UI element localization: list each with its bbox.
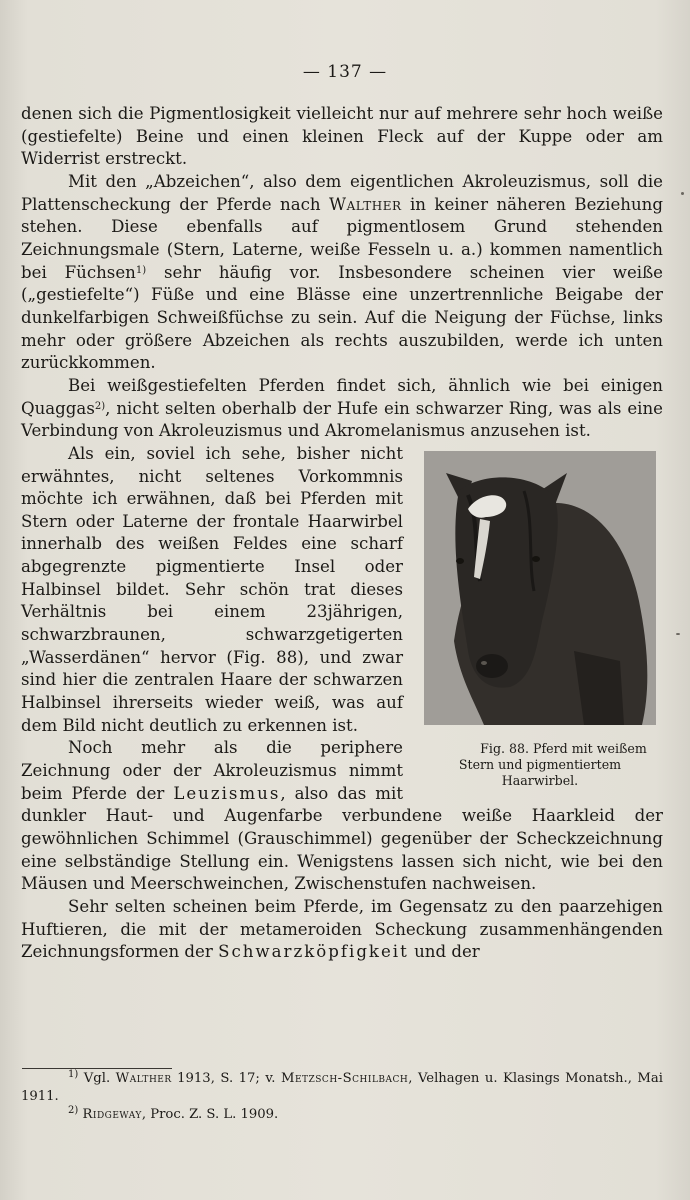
footnote-1-mark: 1)	[68, 1069, 79, 1080]
paragraph-1	[21, 103, 663, 171]
footnote-1-text-a: Vgl.	[83, 1071, 111, 1086]
paragraph-3-text-b: , nicht selten oberhalb der Hufe ein schwarzer Ring, was als eine Verbindung von Akroleuzismus und Akromelanismus anzusehen ist.	[21, 398, 663, 441]
figure-caption: Fig. 88. Pferd mit weißem Stern und pigmentiertem Haarwirbel.	[458, 740, 647, 788]
paragraph-6	[21, 896, 663, 964]
paragraph-5-text-a: Noch mehr als die periphere Zeichnung oder der Akroleuzismus nimmt beim Pferde der	[21, 738, 403, 803]
paragraph-2-text-b: in keiner näheren Beziehung stehen. Diese ebenfalls auf pigmentlosem Grund stehenden Zeichnungsmale (Stern, Laterne, weiße Fesseln u. a.) kommen namentlich bei Füchsen	[21, 194, 663, 282]
paragraph-6-text-b: und der	[414, 942, 480, 962]
horse-photo	[424, 451, 656, 725]
paragraph-3	[21, 375, 663, 443]
paper-speck	[676, 633, 680, 635]
term-schwarzkoepfigkeit: Schwarzköpfigkeit	[218, 942, 409, 962]
footnote-1-author-2: Metzsch-Schilbach	[280, 1071, 409, 1086]
footnote-2	[21, 1106, 663, 1124]
footnote-2-mark: 2)	[68, 1105, 79, 1116]
footnote-1-text-c: , Velhagen u. Klasings Monatsh., Mai 1911.	[21, 1071, 663, 1104]
paragraph-4-text: Als ein, soviel ich sehe, bisher nicht erwähntes, nicht seltenes Vorkommnis möchte ich erwähnen, daß bei Pferden mit Stern oder Laterne der frontale Haarwirbel innerhalb des weißen Feldes eine scharf abgegrenzte pigmentierte Insel oder Halbinsel bildet. Sehr schön trat dieses Verhältnis bei einem 23jährigen, schwarzbraunen, schwarzgetigerten „Wasserdänen“ hervor (Fig. 88), und zwar sind hier die zentralen Haare der schwarzen Halbinsel ihrerseits wieder weiß, was auf dem Bild nicht deutlich zu erkennen ist.	[21, 443, 403, 735]
footnote-ref-1: 1)	[135, 264, 147, 276]
footnote-ref-2: 2)	[94, 400, 106, 412]
paragraph-1-text: denen sich die Pigmentlosigkeit vielleicht nur auf mehrere sehr hoch weiße (gestiefelte) Beine und einen kleinen Fleck auf der Kuppe oder am Widerrist erstreckt.	[21, 104, 663, 169]
body-text	[21, 103, 663, 964]
footnote-1-author-1: Walther	[115, 1071, 172, 1086]
page-number: — 137 —	[302, 62, 388, 82]
paragraph-6-text-a: Sehr selten scheinen beim Pferde, im Gegensatz zu den paarzehigen Huftieren, die mit der metameroiden Scheckung zusammenhängenden Zeichnungsformen der	[21, 896, 663, 962]
paragraph-2-text-a: Mit den „Abzeichen“, also dem eigentlichen Akroleuzismus, soll die Plattenscheckung der Pferde nach	[21, 171, 663, 214]
paragraph-2-text-c: sehr häufig vor. Insbesondere scheinen vier weiße („gestiefelte“) Füße und eine Blässe eine unzertrennliche Beigabe der dunkelfarbigen Schweißfüchse zu sein. Auf die Neigung der Füchse, links mehr oder größere Abzeichen als rechts auszubilden, werde ich unten zurückkommen.	[21, 262, 664, 373]
footnote-1-text-b: 1913, S. 17; v.	[177, 1071, 276, 1086]
author-walther: Walther	[329, 194, 402, 214]
footnote-2-text: , Proc. Z. S. L. 1909.	[141, 1107, 279, 1122]
term-leuzismus: Leuzismus	[173, 783, 281, 803]
paragraph-5-text-b: , also das mit dunkler Haut- und Augenfarbe verbundene weiße Haarkleid der gewöhnlichen Schimmel (Grauschimmel) gegenüber der Scheckzeichnung eine selbständige Stellung ein. Wenigstens lassen sich nicht, wie bei den Mäusen und Meerschweinchen, Zwischenstufen nachweisen.	[21, 783, 663, 894]
paper-speck	[681, 192, 684, 195]
footnote-2-author: Ridgeway	[82, 1107, 142, 1122]
paragraph-2	[21, 171, 663, 375]
paragraph-3-text-a: Bei weißgestiefelten Pferden findet sich, ähnlich wie bei einigen Quaggas	[21, 375, 663, 418]
footnote-1	[21, 1070, 663, 1106]
footnote-separator	[22, 1068, 172, 1069]
footnotes	[21, 1070, 663, 1124]
figure-88	[417, 443, 663, 789]
